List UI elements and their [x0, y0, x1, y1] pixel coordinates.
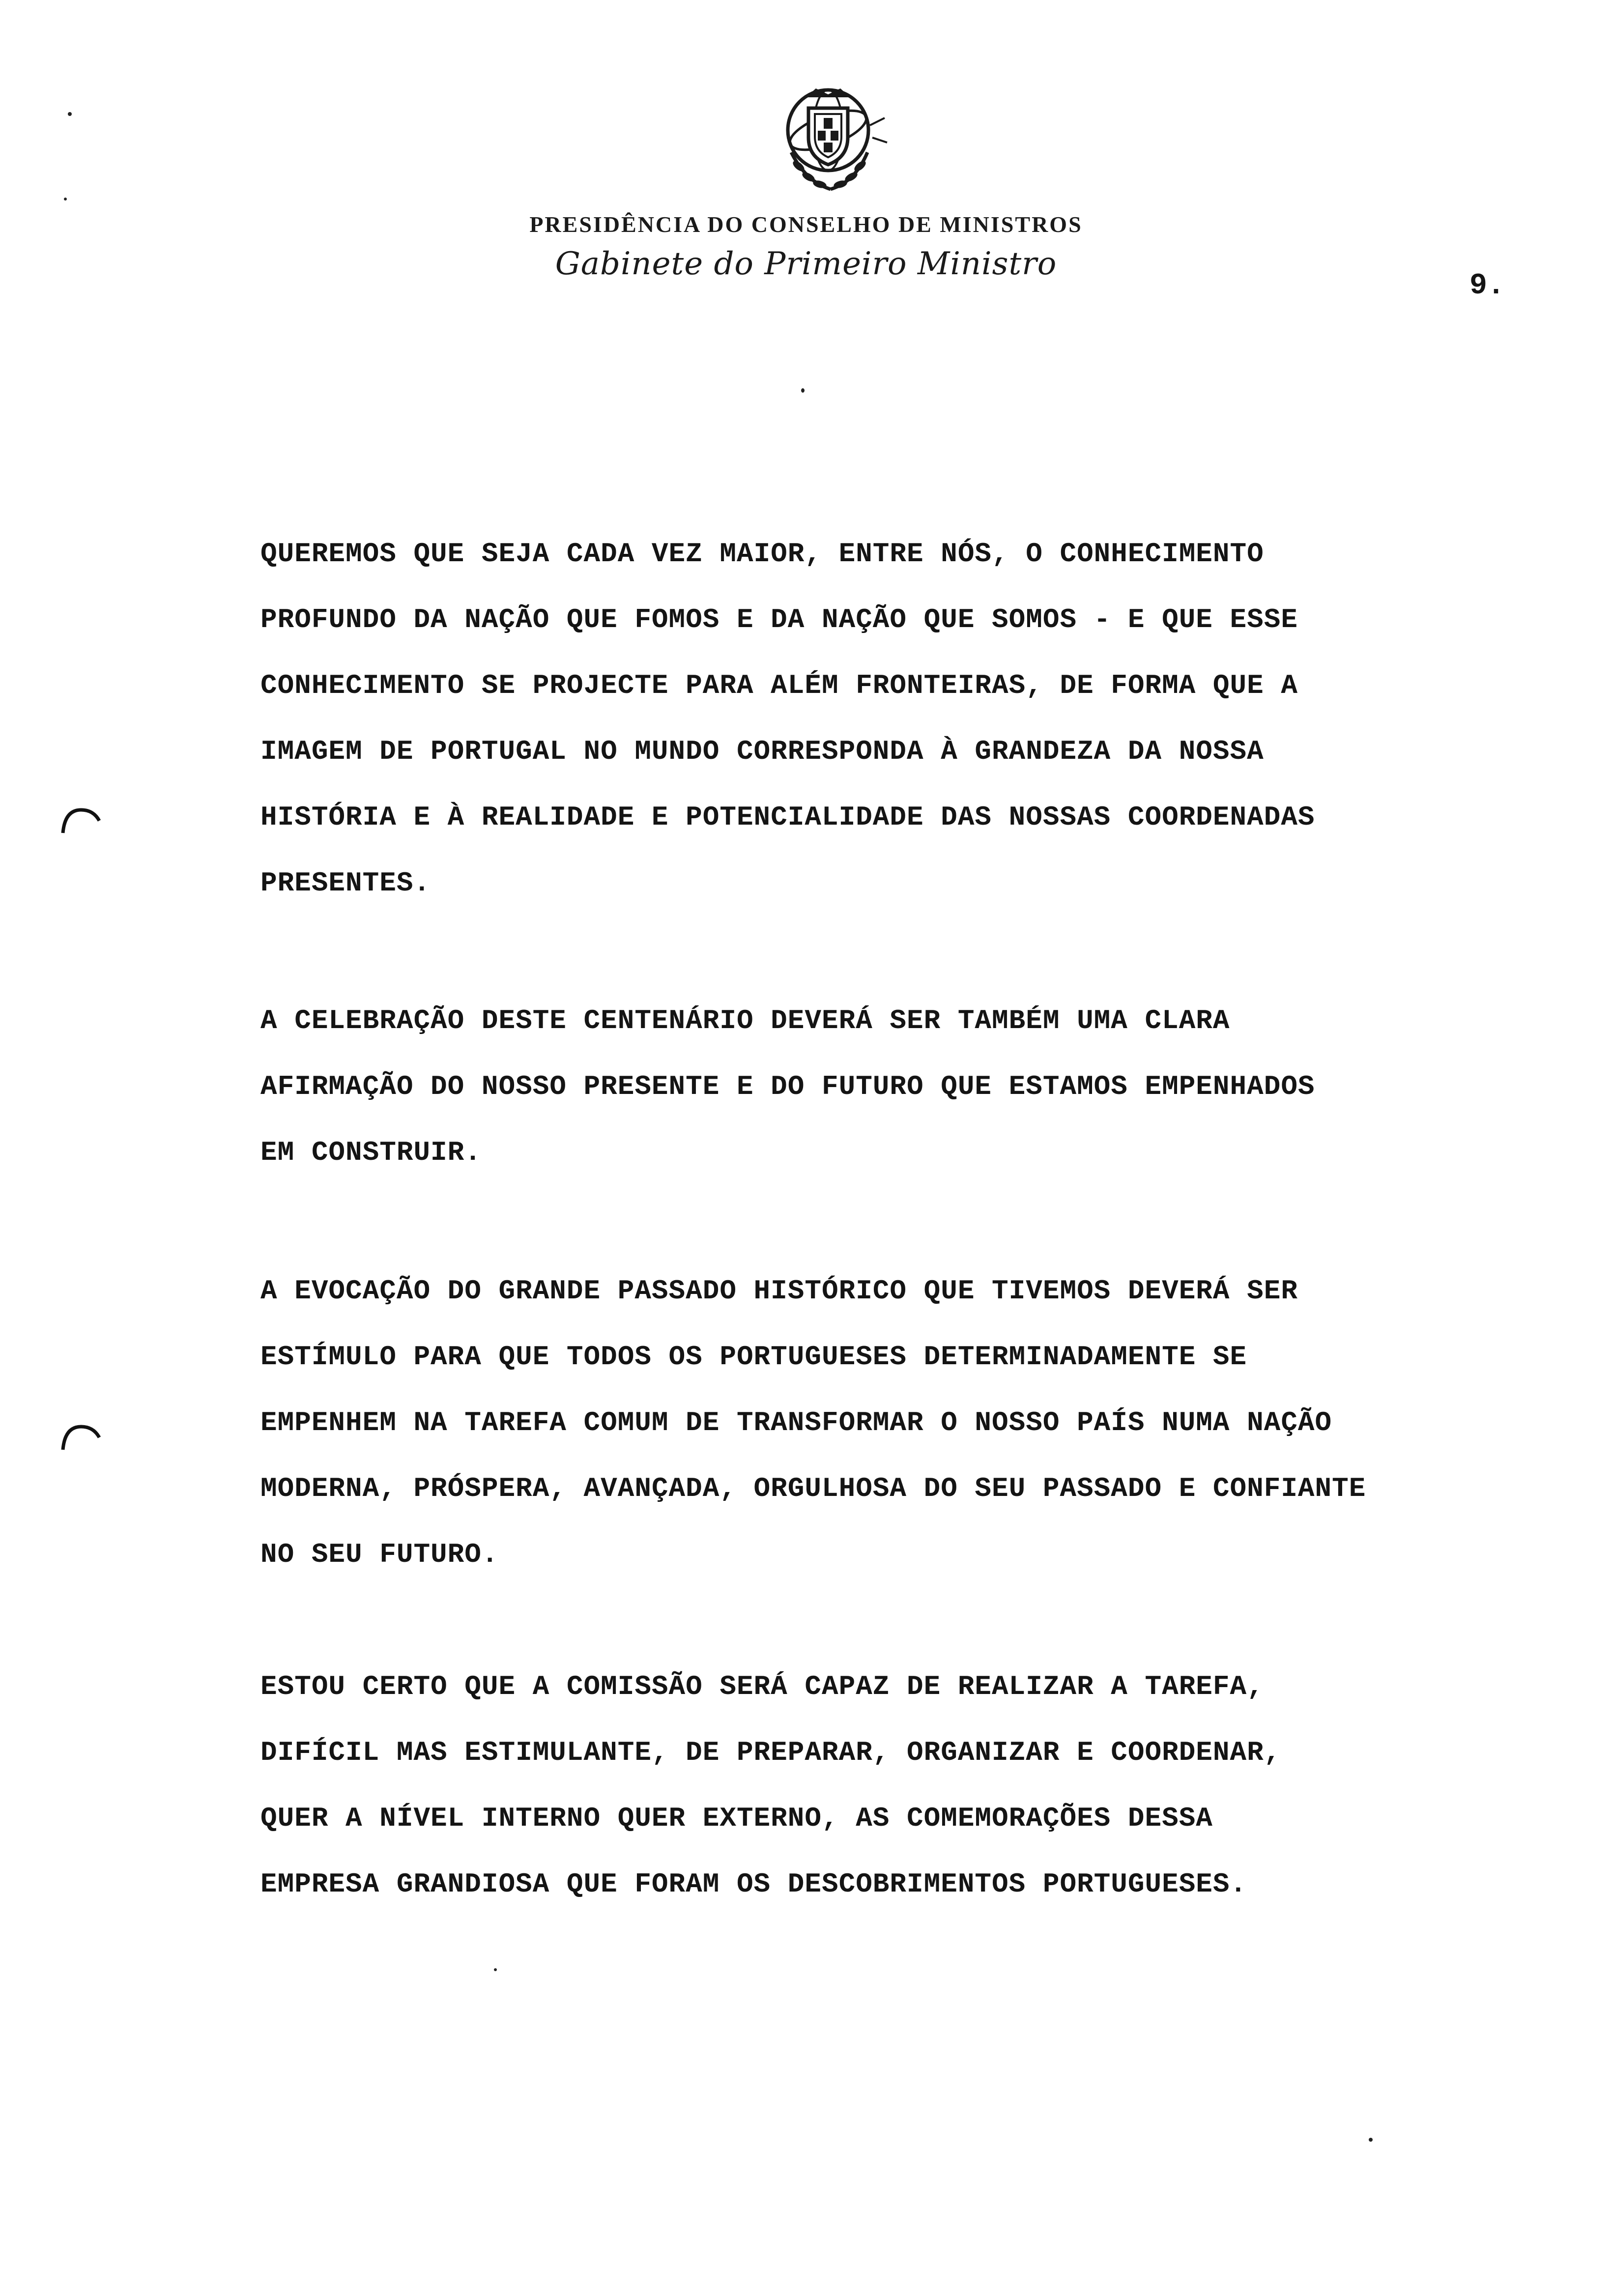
- text-line: EM CONSTRUIR.: [260, 1137, 482, 1168]
- text-line: ESTÍMULO PARA QUE TODOS OS PORTUGUESES DETERMINADAMENTE SE: [260, 1341, 1247, 1373]
- scan-speck: [494, 1968, 497, 1971]
- text-line: DIFÍCIL MAS ESTIMULANTE, DE PREPARAR, ORGANIZAR E COORDENAR,: [260, 1737, 1281, 1768]
- institution-name: PRESIDÊNCIA DO CONSELHO DE MINISTROS: [529, 212, 1083, 237]
- text-line: EMPRESA GRANDIOSA QUE FORAM OS DESCOBRIMENTOS PORTUGUESES.: [260, 1868, 1247, 1900]
- text-line: HISTÓRIA E À REALIDADE E POTENCIALIDADE DAS NOSSAS COORDENADAS: [260, 802, 1315, 833]
- text-line: AFIRMAÇÃO DO NOSSO PRESENTE E DO FUTURO QUE ESTAMOS EMPENHADOS: [260, 1071, 1315, 1102]
- scan-speck: [1369, 2138, 1373, 2142]
- page-number: 9.: [1469, 269, 1505, 303]
- scan-speck: [801, 388, 805, 393]
- text-line: EMPENHEM NA TAREFA COMUM DE TRANSFORMAR O NOSSO PAÍS NUMA NAÇÃO: [260, 1407, 1332, 1438]
- paragraph-1: [260, 521, 1578, 916]
- text-line: A CELEBRAÇÃO DESTE CENTENÁRIO DEVERÁ SER TAMBÉM UMA CLARA: [260, 1005, 1230, 1036]
- cabinet-subtitle: Gabinete do Primeiro Ministro: [555, 246, 1057, 282]
- scan-speck: [64, 198, 67, 201]
- binder-hole-mark-icon: [59, 1423, 103, 1452]
- text-line: A EVOCAÇÃO DO GRANDE PASSADO HISTÓRICO QUE TIVEMOS DEVERÁ SER: [260, 1275, 1298, 1307]
- text-line: PRESENTES.: [260, 867, 431, 899]
- text-line: QUER A NÍVEL INTERNO QUER EXTERNO, AS COMEMORAÇÕES DESSA: [260, 1803, 1213, 1834]
- binder-hole-mark-icon: [59, 806, 103, 835]
- paragraph-4: [260, 1654, 1578, 1917]
- text-line: ESTOU CERTO QUE A COMISSÃO SERÁ CAPAZ DE REALIZAR A TAREFA,: [260, 1671, 1264, 1702]
- text-line: IMAGEM DE PORTUGAL NO MUNDO CORRESPONDA À GRANDEZA DA NOSSA: [260, 736, 1264, 767]
- portuguese-coat-of-arms-icon: [772, 79, 890, 201]
- paragraph-2: [260, 988, 1578, 1185]
- text-line: CONHECIMENTO SE PROJECTE PARA ALÉM FRONTEIRAS, DE FORMA QUE A: [260, 670, 1298, 701]
- text-line: NO SEU FUTURO.: [260, 1539, 499, 1570]
- text-line: PROFUNDO DA NAÇÃO QUE FOMOS E DA NAÇÃO QUE SOMOS - E QUE ESSE: [260, 604, 1298, 635]
- text-line: MODERNA, PRÓSPERA, AVANÇADA, ORGULHOSA DO SEU PASSADO E CONFIANTE: [260, 1473, 1366, 1504]
- text-line: QUEREMOS QUE SEJA CADA VEZ MAIOR, ENTRE NÓS, O CONHECIMENTO: [260, 538, 1264, 570]
- scan-speck: [68, 112, 72, 116]
- paragraph-3: [260, 1258, 1578, 1587]
